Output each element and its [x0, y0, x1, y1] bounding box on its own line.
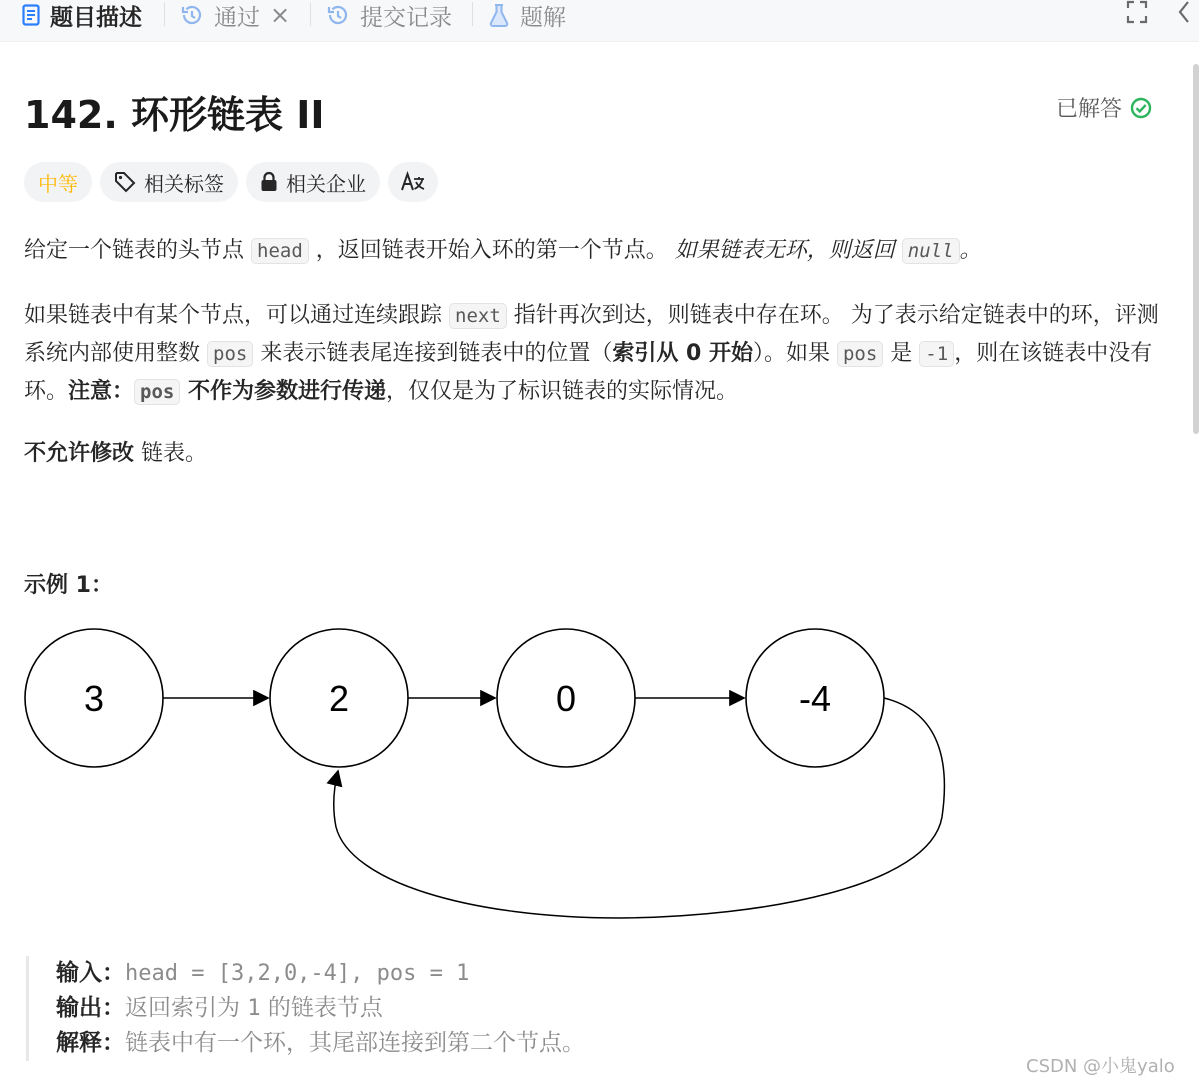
tab-solutions[interactable]: [488, 0, 566, 30]
tab-accepted[interactable]: [180, 0, 290, 30]
output-text: 的链表节点: [260, 995, 383, 1021]
tab-divider: [310, 2, 311, 26]
inline-code: pos: [837, 341, 883, 367]
input-label: 输入：: [56, 960, 125, 986]
tab-label: 题目描述: [50, 4, 142, 31]
list-node-value: -4: [798, 678, 832, 719]
desc-bold: 不允许修改: [24, 441, 135, 466]
inline-code: pos: [134, 379, 180, 405]
lock-icon: [260, 171, 278, 193]
desc-text: 链表。: [134, 441, 208, 466]
inline-code: -1: [919, 341, 954, 367]
page-title: 142. 环形链表 II: [24, 93, 325, 137]
tab-label: 通过: [214, 4, 260, 31]
linked-list-diagram: [20, 622, 960, 932]
example-title: 示例 1：: [24, 573, 113, 598]
desc-emphasis: 。: [959, 238, 982, 263]
input-value: head = [3,2,0,-4], pos = 1: [125, 961, 470, 986]
history-icon: [326, 3, 350, 27]
check-circle-icon: [1130, 97, 1152, 119]
example-io-block: [26, 956, 1146, 1061]
tab-label: 题解: [520, 4, 566, 31]
description-paragraph: [24, 435, 1169, 472]
tab-description[interactable]: [22, 0, 142, 30]
description-icon: [22, 4, 40, 26]
fullscreen-icon[interactable]: [1126, 0, 1148, 24]
inline-code: head: [251, 238, 309, 264]
watermark: CSDN @小鬼yalo: [1026, 1056, 1175, 1077]
desc-text: 是: [883, 341, 920, 366]
tab-label: 提交记录: [360, 4, 452, 31]
close-icon[interactable]: ×: [270, 1, 291, 29]
inline-code: next: [449, 303, 507, 329]
solved-status: [1056, 92, 1152, 123]
list-node-value: 2: [328, 678, 350, 719]
chevron-left-icon[interactable]: [1176, 0, 1192, 24]
desc-bold: 不作为参数进行传递: [180, 379, 387, 404]
output-label: 输出：: [56, 995, 125, 1021]
desc-text: 如果链表中有某个节点，可以通过连续跟踪: [24, 303, 449, 328]
desc-text: ，返回链表开始入环的第一个节点。: [308, 238, 675, 263]
tag-icon: [114, 171, 136, 193]
desc-text: 给定一个链表的头节点: [24, 238, 251, 263]
flask-icon: [488, 3, 510, 27]
tab-divider: [164, 2, 165, 26]
tab-submissions[interactable]: [326, 0, 452, 30]
inline-code: null: [902, 238, 960, 264]
scrollbar[interactable]: [1193, 64, 1199, 434]
desc-text: 来表示链表尾连接到链表中的位置（: [253, 341, 613, 366]
description-paragraph: [24, 297, 1169, 411]
list-node-value: 3: [83, 678, 105, 719]
list-node-value: 0: [555, 678, 577, 719]
desc-text: ，仅仅是为了标识链表的实际情况。: [386, 379, 739, 404]
example-input-line: [56, 956, 1146, 991]
tag-row: [24, 162, 446, 202]
example-explanation-line: [56, 1026, 1146, 1061]
explanation-label: 解释：: [56, 1030, 125, 1056]
inline-code: pos: [207, 341, 253, 367]
tab-divider: [472, 2, 473, 26]
desc-text: 指针再次到达，则链表中存在环。 为了表示给定链表中的环，评测系统内部使用整数: [24, 303, 1159, 366]
output-index: 1: [247, 996, 261, 1021]
desc-bold: 注意：: [68, 379, 135, 404]
tab-bar: [0, 0, 1199, 42]
solved-label: 已解答: [1056, 97, 1123, 122]
difficulty-badge: 中等: [24, 162, 92, 202]
related-companies-label: 相关企业: [286, 171, 366, 196]
desc-text: ）。如果: [752, 341, 837, 366]
translate-icon: [400, 171, 426, 193]
history-icon: [180, 3, 204, 27]
desc-bold: 索引从 0 开始: [612, 341, 753, 366]
desc-emphasis: 如果链表无环，则返回: [674, 238, 902, 263]
output-text: 返回索引为: [125, 995, 248, 1021]
explanation-value: 链表中有一个环，其尾部连接到第二个节点。: [125, 1030, 585, 1056]
related-tags-button[interactable]: [100, 162, 238, 202]
desc-text: ，则在该链表中没有环。: [24, 341, 1153, 404]
description-paragraph: [24, 232, 1169, 270]
example-output-line: [56, 991, 1146, 1026]
related-tags-label: 相关标签: [144, 171, 224, 196]
related-companies-button[interactable]: [246, 162, 380, 202]
translate-button[interactable]: [388, 162, 438, 202]
